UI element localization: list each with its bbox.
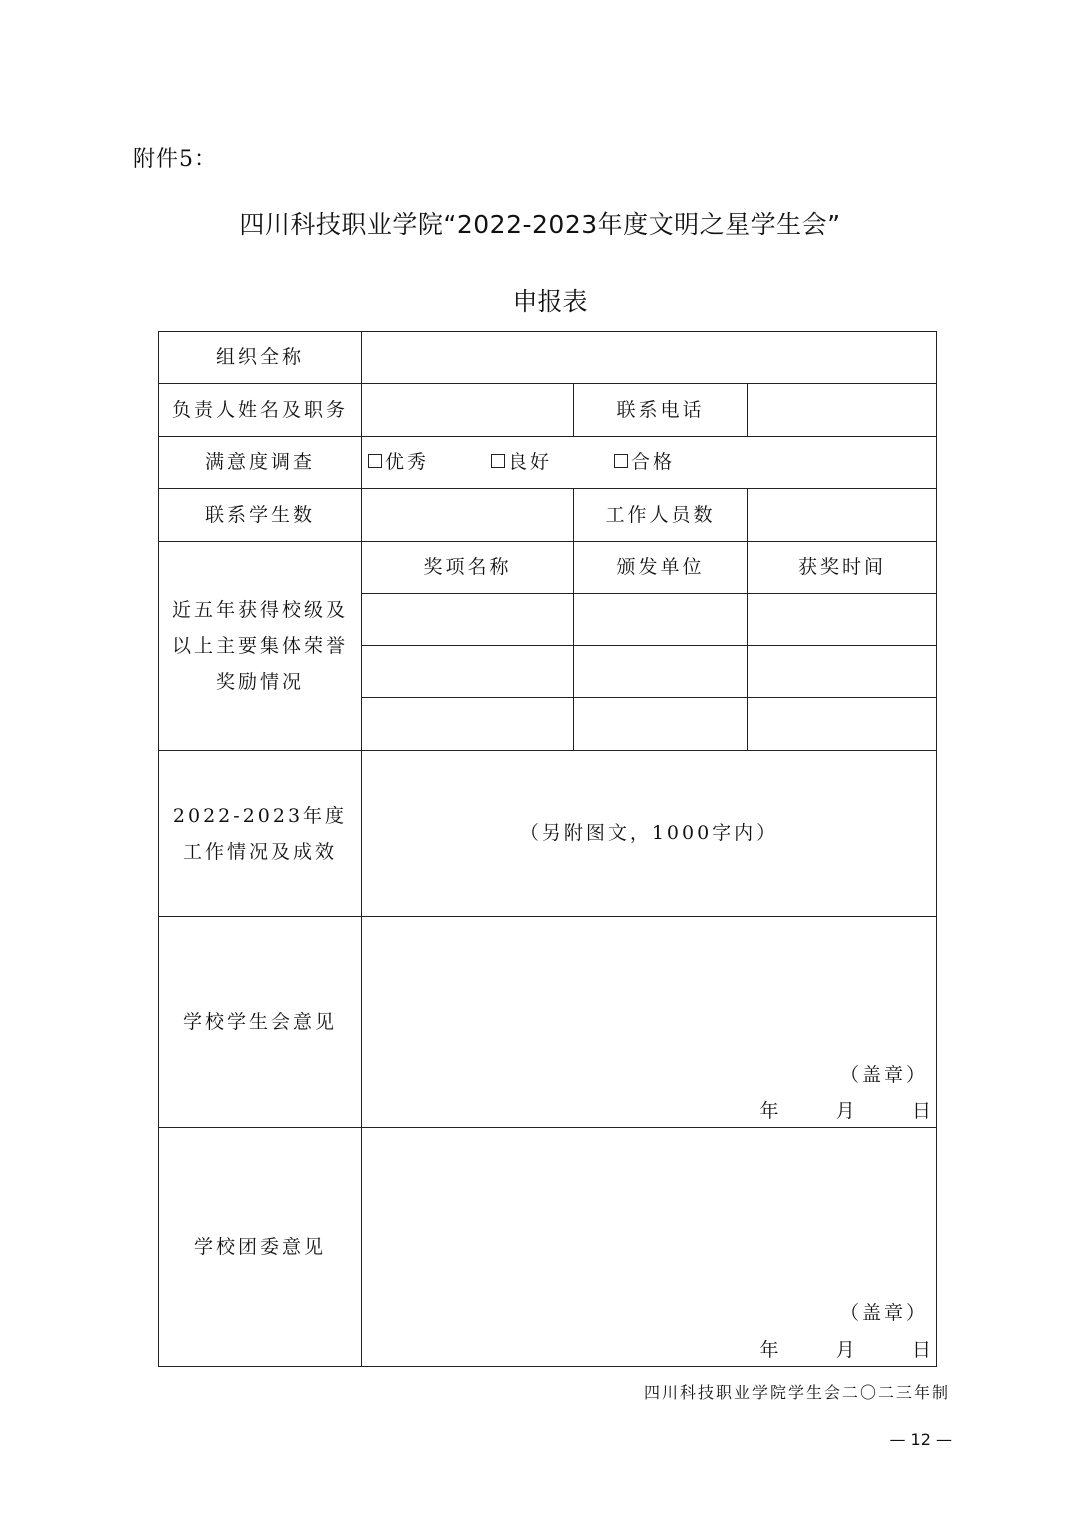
students-field[interactable] <box>362 489 574 542</box>
satisfaction-label: 满意度调查 <box>159 437 362 489</box>
work-label: 2022-2023年度工作情况及成效 <box>159 751 362 917</box>
honors-label: 近五年获得校级及以上主要集体荣誉奖励情况 <box>159 542 362 751</box>
work-note[interactable]: （另附图文，1000字内） <box>362 751 937 917</box>
form-title-line2: 申报表 <box>512 287 588 316</box>
students-label: 联系学生数 <box>159 489 362 542</box>
stamp-label: （盖章） <box>840 1302 929 1324</box>
union-opinion-label: 学校学生会意见 <box>159 917 362 1128</box>
award-date-field[interactable] <box>748 594 937 646</box>
phone-label: 联系电话 <box>574 384 748 437</box>
award-field[interactable] <box>362 594 574 646</box>
option-good[interactable]: 良好 <box>491 451 552 474</box>
honors-header-issuer: 颁发单位 <box>574 542 748 594</box>
row-union-opinion <box>159 917 937 1128</box>
row-org-name <box>159 332 937 384</box>
org-name-field[interactable] <box>362 332 937 384</box>
league-opinion-label: 学校团委意见 <box>159 1128 362 1367</box>
award-field[interactable] <box>362 698 574 751</box>
award-date-field[interactable] <box>748 698 937 751</box>
application-form-table <box>158 331 937 1367</box>
honors-header-award: 奖项名称 <box>362 542 574 594</box>
award-date-field[interactable] <box>748 646 937 698</box>
issuer-field[interactable] <box>574 594 748 646</box>
honors-header-date: 获奖时间 <box>748 542 937 594</box>
date-label: 年 月 日 <box>759 1339 935 1361</box>
checkbox-icon[interactable] <box>614 454 628 468</box>
option-excellent[interactable]: 优秀 <box>368 451 429 474</box>
checkbox-icon[interactable] <box>491 454 505 468</box>
row-satisfaction <box>159 437 937 489</box>
row-leader <box>159 384 937 437</box>
award-field[interactable] <box>362 646 574 698</box>
page-number: — 12 — <box>889 1430 952 1449</box>
form-title-line1: 四川科技职业学院“2022-2023年度文明之星学生会” <box>239 210 841 239</box>
issuer-field[interactable] <box>574 698 748 751</box>
league-opinion-field[interactable] <box>362 1128 937 1367</box>
satisfaction-options <box>362 437 937 489</box>
leader-label: 负责人姓名及职务 <box>159 384 362 437</box>
footer-note: 四川科技职业学院学生会二〇二三年制 <box>643 1383 950 1402</box>
staff-field[interactable] <box>748 489 937 542</box>
phone-field[interactable] <box>748 384 937 437</box>
checkbox-icon[interactable] <box>368 454 382 468</box>
leader-field[interactable] <box>362 384 574 437</box>
date-label: 年 月 日 <box>759 1100 935 1122</box>
issuer-field[interactable] <box>574 646 748 698</box>
stamp-label: （盖章） <box>840 1064 929 1086</box>
union-opinion-field[interactable] <box>362 917 937 1128</box>
option-pass[interactable]: 合格 <box>614 451 675 474</box>
row-work <box>159 751 937 917</box>
attachment-label: 附件5： <box>133 147 217 172</box>
row-students <box>159 489 937 542</box>
row-league-opinion <box>159 1128 937 1367</box>
staff-label: 工作人员数 <box>574 489 748 542</box>
row-honors-header <box>159 542 937 594</box>
org-name-label: 组织全称 <box>159 332 362 384</box>
